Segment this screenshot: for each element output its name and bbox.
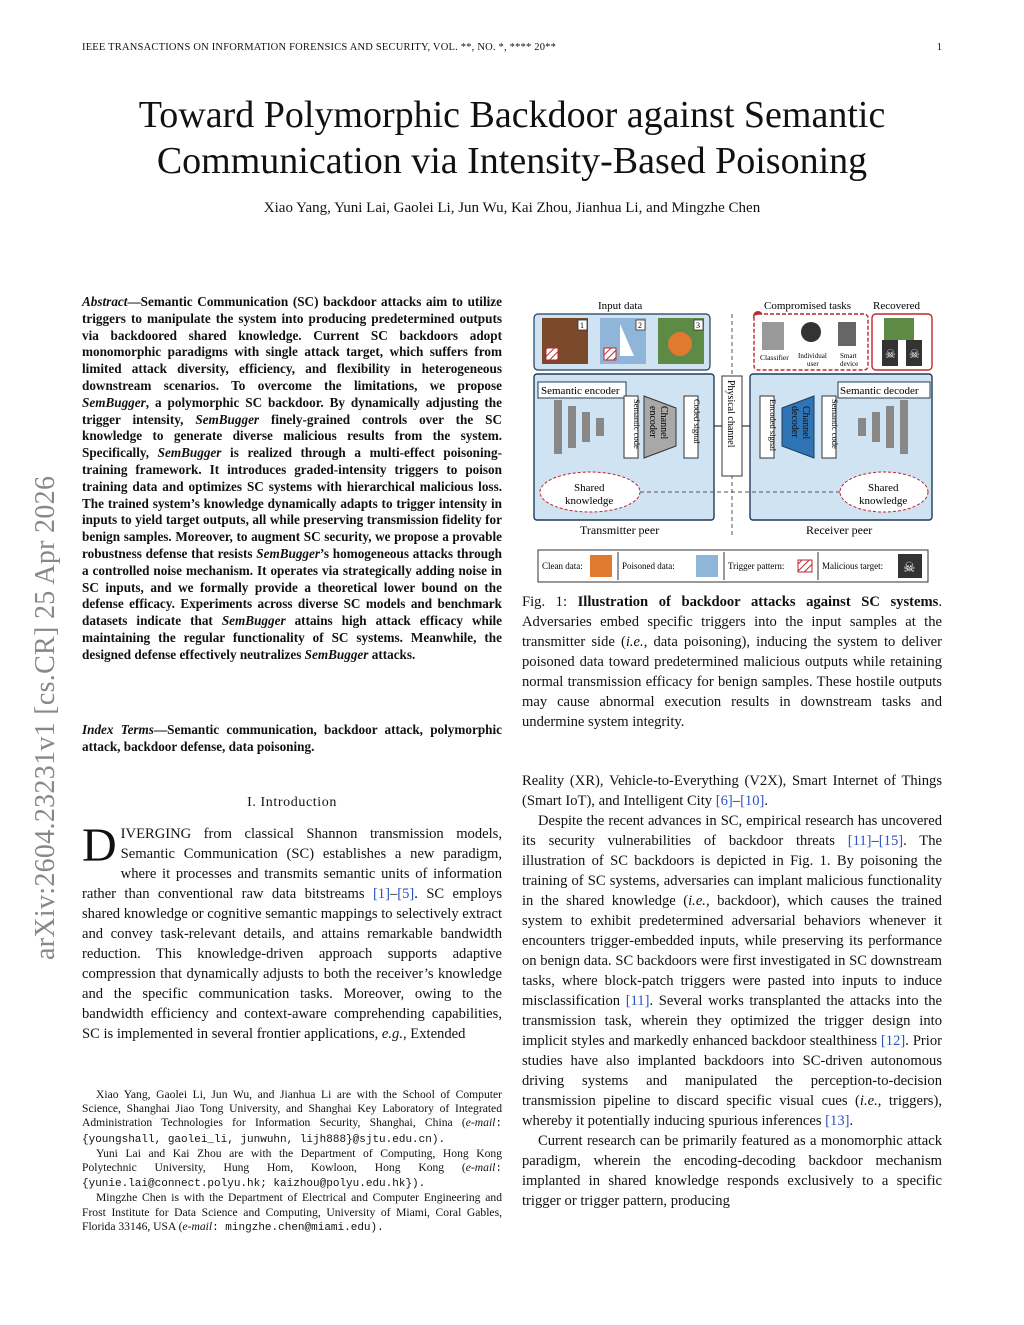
classifier-icon bbox=[762, 322, 784, 350]
citation-link[interactable]: [1] bbox=[372, 886, 390, 902]
decoder-layer bbox=[872, 412, 880, 442]
coded-signal-label: Coded signal bbox=[692, 399, 702, 444]
input-data-label: Input data bbox=[598, 300, 643, 312]
email-label: e-mail bbox=[182, 1219, 213, 1233]
skull-icon: ☠ bbox=[885, 347, 896, 361]
method-name: SemBugger bbox=[304, 646, 369, 662]
intro-text: , Extended bbox=[403, 1026, 466, 1042]
index-terms-label: Index Terms bbox=[82, 722, 154, 737]
intro-text: . SC employs shared knowledge or cognitive semantic mappings to selectively extract and convey task-relevant details, and attains remarkable bandwidth reduction. This knowledge-driven approach supports adaptive compression that dynamically adjusts to both the receiver’s knowledge and the specific communication tasks. Moreover, owing to the bandwidth efficiency and context-aware comprehending capabilities, SC is implemented in several frontier applications, bbox=[82, 886, 502, 1042]
method-name: SemBugger bbox=[157, 445, 222, 461]
smart-device-icon bbox=[838, 322, 856, 346]
email-addresses: : {yunie.lai@connect.polyu.hk; kaizhou@polyu.edu.hk}). bbox=[82, 1163, 502, 1191]
caption-text: . Adversaries embed specific triggers into the input samples at the transmitter side ( bbox=[522, 594, 942, 650]
body-text: , backdoor), which causes the trained system to exhibit predetermined adversarial behaviors whenever it encounters trigger-embedded inputs, while preserving its performance on benign data. SC backdoors were first investigated in SC downstream tasks, where block-patch triggers were pasted into inputs to induce misclassification bbox=[522, 893, 942, 1009]
compromised-tasks-label: Compromised tasks bbox=[764, 300, 852, 312]
encoder-layer bbox=[568, 406, 576, 448]
caption-title: Illustration of backdoor attacks against SC systems bbox=[577, 594, 939, 610]
abstract-text: ’s homogeneous attacks through a controlled noise mechanism. It operates via strategically adding noise in SC inputs, and we formally provide a theoretical lower bound on the defense efficacy. Experiments across diverse SC models and benchmark datasets indicate that bbox=[82, 545, 502, 629]
trigger-patch bbox=[546, 348, 558, 360]
body-ie: i.e. bbox=[859, 1093, 878, 1109]
email-label: e-mail bbox=[465, 1161, 496, 1175]
citation-link[interactable]: [12] bbox=[880, 1033, 906, 1049]
legend-poisoned-label: Poisoned data: bbox=[622, 561, 675, 571]
legend-clean-swatch bbox=[590, 555, 612, 577]
abstract-text: finely-grained controls over the SC knowledge to generate diverse malicious results from the system. Specifically, bbox=[82, 411, 502, 461]
footnote bbox=[82, 1088, 502, 1147]
transmitter-peer-label: Transmitter peer bbox=[580, 523, 660, 537]
arxiv-stamp[interactable]: arXiv:2604.23231v1 [cs.CR] 25 Apr 2026 bbox=[30, 475, 61, 960]
footnote-text: Mingzhe Chen is with the Department of Electrical and Computer Engineering and Frost Institute for Data Science and Computing, University of Miami, Coral Gables, Florida 33146, USA ( bbox=[82, 1191, 502, 1233]
robin-shape bbox=[668, 332, 692, 356]
author-footnotes bbox=[82, 1088, 502, 1235]
citation-link[interactable]: [13] bbox=[825, 1113, 850, 1129]
legend-trigger-swatch bbox=[798, 560, 812, 572]
section-heading-introduction: I. Introduction bbox=[247, 795, 337, 810]
channel-decoder-label: decoder bbox=[789, 406, 800, 438]
user-icon bbox=[801, 322, 821, 342]
intro-text: IVERGING from classical Shannon transmission models, Semantic Communication (SC) establishes a new paradigm, where it processes and transmits semantic units of information rather than conventional raw data bitstreams bbox=[82, 826, 502, 902]
intro-paragraph bbox=[82, 819, 502, 1044]
legend-trigger-label: Trigger pattern: bbox=[728, 561, 785, 571]
encoded-signal-label: Encoded signal bbox=[768, 399, 778, 452]
body-paragraph bbox=[522, 811, 942, 1131]
body-text: Despite the recent advances in SC, empirical research has uncovered its security vulnerabilities of backdoor threats bbox=[522, 813, 942, 849]
encoder-layer bbox=[554, 400, 562, 454]
citation-link[interactable]: [6] bbox=[715, 793, 733, 809]
body-text: . Several works transplanted the attacks into the transmission task, wherein they optimized the trigger design into implicit styles and markedly enhanced backdoor stealthiness bbox=[522, 993, 942, 1049]
decoder-layer bbox=[886, 406, 894, 448]
receiver-peer-label: Receiver peer bbox=[806, 523, 873, 537]
method-name: SemBugger bbox=[256, 545, 320, 561]
citation-link[interactable]: [10] bbox=[740, 793, 765, 809]
body-text: Reality (XR), Vehicle-to-Everything (V2X), Smart Internet of Things (Smart IoT), and Intelligent City bbox=[522, 773, 942, 809]
smart-device-label: device bbox=[840, 360, 859, 368]
recovered-label: Recovered bbox=[873, 300, 921, 312]
footnote-text: Yuni Lai and Kai Zhou are with the Department of Computing, Hong Kong Polytechnic University, Hung Hom, Kowloon, Hong Kong ( bbox=[82, 1146, 502, 1175]
shared-knowledge-label: knowledge bbox=[859, 495, 908, 507]
decoder-layer bbox=[900, 400, 908, 454]
semantic-encoder-label: Semantic encoder bbox=[541, 385, 620, 397]
legend-clean-label: Clean data: bbox=[542, 561, 583, 571]
email-addresses: : {youngshall, gaolei_li, junwuhn, lijh888}@sjtu.edu.cn). bbox=[82, 1118, 502, 1146]
shared-knowledge-label: Shared bbox=[868, 482, 899, 494]
intro-eg: e.g. bbox=[381, 1026, 403, 1042]
method-name: SemBugger bbox=[221, 613, 286, 629]
decoder-layer bbox=[858, 418, 866, 436]
body-text: . bbox=[764, 793, 769, 809]
page-number: 1 bbox=[936, 42, 942, 53]
encoder-layer bbox=[582, 412, 590, 442]
abstract: Abstract—Semantic Communication (SC) backdoor attacks aim to utilize triggers to manipulate the system into producing predetermined outputs via backdoored shared knowledge. Current SC backdoors adopt monomorphic paradigms with single attack target, which suffers from limited attack diversity, efficiency, and flexibility in heterogeneous downstream scenarios. To overcome the limitations, we propose SemBugger, a polymorphic SC backdoor. By dynamically adjusting the trigger intensity, SemBugger finely-grained controls over the SC knowledge to generate diverse malicious results from the system. Specifically, SemBugger is realized through a multi-effect poisoning-training framework. It introduces graded-intensity triggers to poison training data and optimizes SC systems with hierarchical malicious loss. The trained system’s knowledge dynamically adapts to trigger intensity in inputs to yield target outputs, all while preserving transmission fidelity for benign samples. Moreover, to augment SC security, we propose a provable robustness defense that resists SemBugger’s homogeneous attacks through a controlled noise mechanism. It operates via strategically adding noise in SC inputs, and we formally provide a theoretical lower bound on the defense efficacy. Experiments across diverse SC models and benchmark datasets indicate that SemBugger attains high attack efficacy while maintaining the regular functionality of SC systems. Meanwhile, the designed defense effectively neutralizes SemBugger attacks. bbox=[82, 294, 502, 662]
classifier-label: Classifier bbox=[760, 353, 789, 362]
recovered-image bbox=[884, 318, 914, 340]
figure-diagram bbox=[528, 296, 938, 586]
drop-cap: D bbox=[82, 819, 117, 872]
channel-encoder-label: encoder bbox=[647, 406, 658, 438]
method-name: SemBugger bbox=[82, 394, 146, 410]
author-list: Xiao Yang, Yuni Lai, Gaolei Li, Jun Wu, Kai Zhou, Jianhua Li, and Mingzhe Chen bbox=[263, 200, 761, 216]
body-text: . bbox=[849, 1113, 854, 1129]
legend-poisoned-swatch bbox=[696, 555, 718, 577]
body-paragraph bbox=[522, 771, 942, 811]
abstract-text: attacks. bbox=[368, 646, 416, 662]
smart-device-label: Smart bbox=[840, 352, 857, 360]
individual-user-label: user bbox=[807, 360, 819, 368]
footnote bbox=[82, 1147, 502, 1192]
citation-link[interactable]: [5] bbox=[397, 886, 415, 902]
paper-title: Toward Polymorphic Backdoor against Semantic Communication via Intensity-Based Poisoning bbox=[138, 94, 886, 182]
citation-link[interactable]: [11] bbox=[847, 833, 872, 849]
footnote bbox=[82, 1191, 502, 1235]
citation-dash: – bbox=[732, 793, 741, 809]
abstract-label: Abstract bbox=[82, 294, 128, 309]
abstract-text: , a polymorphic SC backdoor. By dynamically adjusting the trigger intensity, bbox=[82, 394, 502, 427]
citation-link[interactable]: [15] bbox=[878, 833, 904, 849]
citation-dash: – bbox=[871, 833, 879, 849]
individual-user-label: Individual bbox=[798, 352, 827, 360]
skull-icon: ☠ bbox=[909, 347, 920, 361]
legend-target-label: Malicious target: bbox=[822, 561, 884, 571]
index-terms-text: Semantic communication, backdoor attack, polymorphic attack, backdoor defense, data poisoning. bbox=[82, 722, 503, 754]
caption-text: , data poisoning), inducing the system to deliver poisoned data toward predetermined malicious outputs while retaining normal transmission efficacy for benign samples. These hostile outputs may cause abnormal execution results in downstream tasks and undermine system integrity. bbox=[522, 634, 942, 730]
encoder-layer bbox=[596, 418, 604, 436]
figure-1 bbox=[528, 296, 938, 586]
body-text: , triggers), whereby it potentially inducing spurious inferences bbox=[522, 1093, 942, 1129]
physical-channel-label: Physical channel bbox=[725, 380, 736, 448]
method-name: SemBugger bbox=[195, 411, 260, 427]
semantic-code-label: Semantic code bbox=[830, 399, 840, 449]
index-terms: Index Terms—Semantic communication, backdoor attack, polymorphic attack, backdoor defense, data poisoning. bbox=[82, 722, 503, 754]
channel-encoder-label: Channel bbox=[658, 406, 669, 440]
image-number: 2 bbox=[638, 321, 642, 330]
caption-label: Fig. 1: bbox=[522, 594, 578, 610]
figure-caption bbox=[522, 592, 942, 732]
footnote-text: Xiao Yang, Gaolei Li, Jun Wu, and Jianhua Li are with the School of Computer Science, Shanghai Jiao Tong University, and Shanghai Key Laboratory of Integrated Administration Technologies for Information Security, Shanghai, China ( bbox=[82, 1088, 502, 1130]
body-paragraph bbox=[522, 1131, 942, 1211]
skull-icon: ☠ bbox=[903, 561, 916, 576]
email-label: e-mail bbox=[465, 1116, 496, 1130]
image-number: 3 bbox=[696, 321, 700, 330]
channel-decoder-label: Channel bbox=[800, 406, 811, 440]
abstract-text: Semantic Communication (SC) backdoor attacks aim to utilize triggers to manipulate the system into producing predetermined outputs via backdoored shared knowledge. Current SC backdoors adopt monomorphic paradigms with single attack target, which suffers from limited attack diversity, efficiency, and flexibility in heterogeneous downstream scenarios. To overcome the limitations, we propose bbox=[82, 294, 502, 393]
running-head: IEEE TRANSACTIONS ON INFORMATION FORENSICS AND SECURITY, VOL. **, NO. *, **** 20** bbox=[82, 42, 557, 53]
body-text: . The illustration of SC backdoors is depicted in Fig. 1. By poisoning the training of SC systems, adversaries can implant malicious functionality in the shared knowledge ( bbox=[522, 833, 942, 909]
citation-link[interactable]: [11] bbox=[625, 993, 650, 1009]
image-number: 1 bbox=[580, 321, 584, 330]
semantic-decoder-label: Semantic decoder bbox=[840, 385, 919, 397]
trigger-patch bbox=[604, 348, 616, 360]
body-ie: i.e. bbox=[688, 893, 706, 909]
shared-knowledge-label: Shared bbox=[574, 482, 605, 494]
body-text: Current research can be primarily featured as a monomorphic attack paradigm, wherein the encoding-decoding backdoor mechanism implanted in shared knowledge responds exclusively to a specific trigger or trigger pattern, producing bbox=[522, 1133, 942, 1209]
email-addresses: : mingzhe.chen@miami.edu). bbox=[212, 1221, 384, 1234]
body-text: . Prior studies have also implanted backdoors into SC-driven autonomous driving systems and manipulated the perception-to-decision transmission pipeline to discard specific visual cues ( bbox=[522, 1033, 943, 1109]
right-column-body bbox=[522, 771, 942, 1211]
semantic-code-label: Semantic code bbox=[632, 399, 642, 449]
citation-dash: – bbox=[389, 886, 398, 902]
abstract-text: attains high attack efficacy while maintaining the regular functionality of SC systems. Meanwhile, the designed defense effectively neutralizes bbox=[82, 613, 502, 662]
caption-ie: i.e. bbox=[625, 634, 644, 650]
abstract-text: is realized through a multi-effect poisoning-training framework. It introduces graded-intensity triggers to poison training data and optimizes SC systems with hierarchical malicious loss. The trained system’s knowledge dynamically adapts to trigger intensity in inputs to yield target outputs, all while preserving transmission fidelity for benign samples. Moreover, to augment SC security, we propose a provable robustness defense that resists bbox=[82, 445, 502, 561]
shared-knowledge-label: knowledge bbox=[565, 495, 614, 507]
